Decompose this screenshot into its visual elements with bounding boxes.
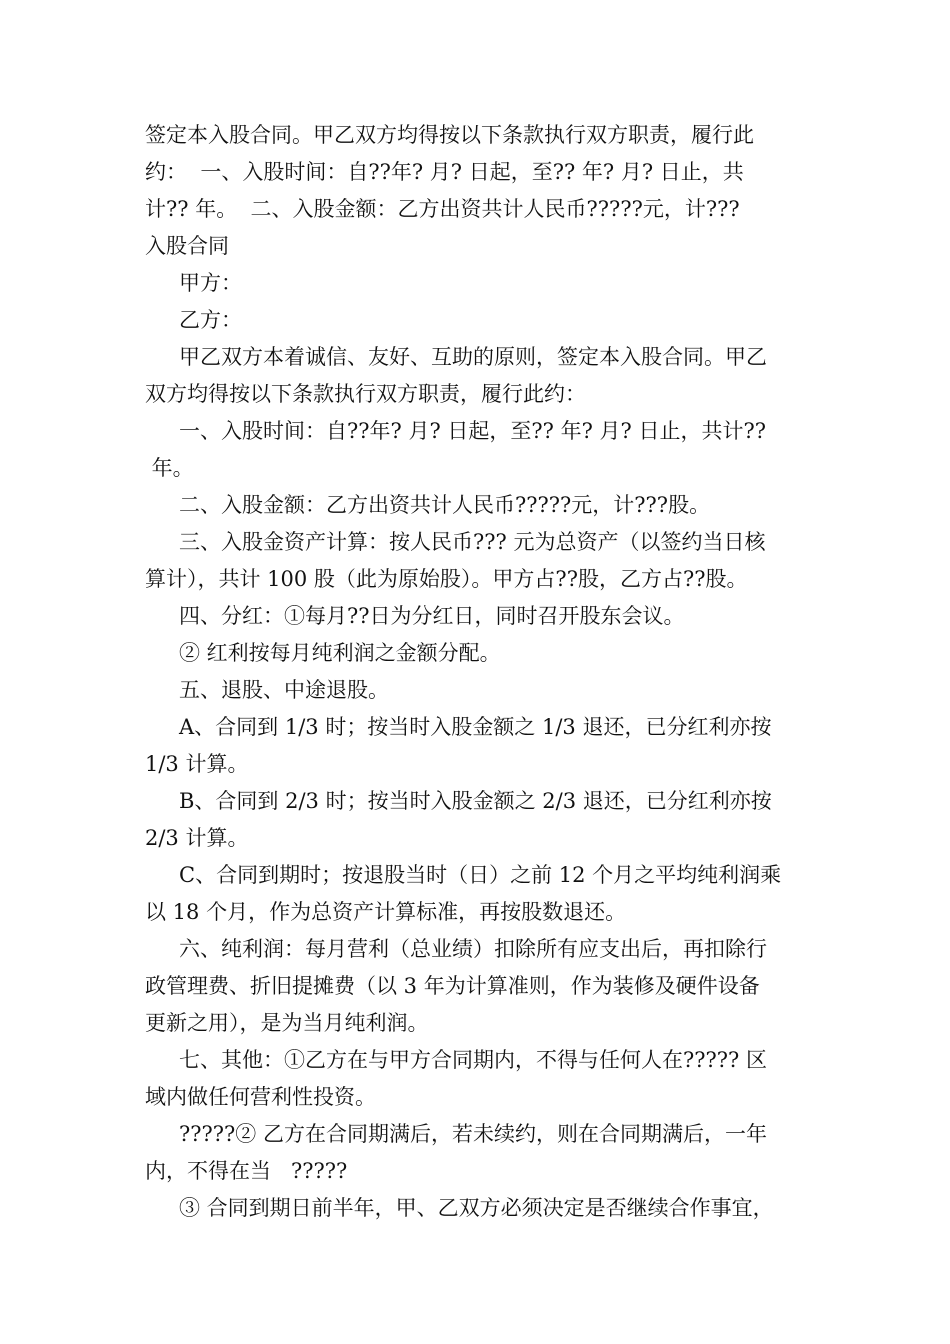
text-line: 七、其他：①乙方在与甲方合同期内，不得与任何人在????? 区 — [179, 1048, 767, 1072]
text-line: 约： 一、入股时间：自??年? 月? 日起，至?? 年? 月? 日止，共 — [145, 160, 744, 184]
text-line: 二、入股金额：乙方出资共计人民币?????元，计???股。 — [179, 493, 711, 517]
text-line: 算计），共计 100 股（此为原始股）。甲方占??股，乙方占??股。 — [145, 567, 748, 591]
text-line: ② 红利按每月纯利润之金额分配。 — [179, 641, 501, 665]
document-page — [145, 117, 805, 1227]
text-line: 乙方： — [179, 308, 242, 332]
text-line: 域内做任何营利性投资。 — [145, 1085, 376, 1109]
text-line: 2/3 计算。 — [145, 826, 249, 850]
text-line: 计?? 年。 二、入股金额：乙方出资共计人民币?????元，计??? — [145, 197, 740, 221]
text-line: 双方均得按以下条款执行双方职责，履行此约： — [145, 382, 586, 406]
text-line: 签定本入股合同。甲乙双方均得按以下条款执行双方职责，履行此 — [145, 123, 754, 147]
text-line: B、合同到 2/3 时；按当时入股金额之 2/3 退还，已分红利亦按 — [179, 789, 772, 813]
text-line: 年。 — [145, 456, 194, 480]
text-line: 甲乙双方本着诚信、友好、互助的原则，签定本入股合同。甲乙 — [179, 345, 767, 369]
text-line: 四、分红：①每月??日为分红日，同时召开股东会议。 — [179, 604, 685, 628]
text-line: 1/3 计算。 — [145, 752, 249, 776]
text-line: 内，不得在当 ????? — [145, 1159, 348, 1183]
text-line: 六、纯利润：每月营利（总业绩）扣除所有应支出后，再扣除行 — [179, 937, 767, 961]
text-line: 三、入股金资产计算：按人民币??? 元为总资产（以签约当日核 — [179, 530, 766, 554]
text-line: 以 18 个月，作为总资产计算标准，再按股数退还。 — [145, 900, 627, 924]
text-line: ?????② 乙方在合同期满后，若未续约，则在合同期满后，一年 — [179, 1122, 767, 1146]
text-line: 一、入股时间：自??年? 月? 日起，至?? 年? 月? 日止，共计?? — [179, 419, 766, 443]
text-line: 入股合同 — [145, 234, 229, 258]
text-line: 更新之用），是为当月纯利润。 — [145, 1011, 429, 1035]
text-line: 五、退股、中途退股。 — [179, 678, 389, 702]
text-line: A、合同到 1/3 时；按当时入股金额之 1/3 退还，已分红利亦按 — [179, 715, 772, 739]
text-line: 甲方： — [179, 271, 242, 295]
text-line: 政管理费、折旧提摊费（以 3 年为计算准则，作为装修及硬件设备 — [145, 974, 760, 998]
text-line: C、合同到期时；按退股当时（日）之前 12 个月之平均纯利润乘 — [179, 863, 782, 887]
text-line: ③ 合同到期日前半年，甲、乙双方必须决定是否继续合作事宜， — [179, 1196, 774, 1220]
